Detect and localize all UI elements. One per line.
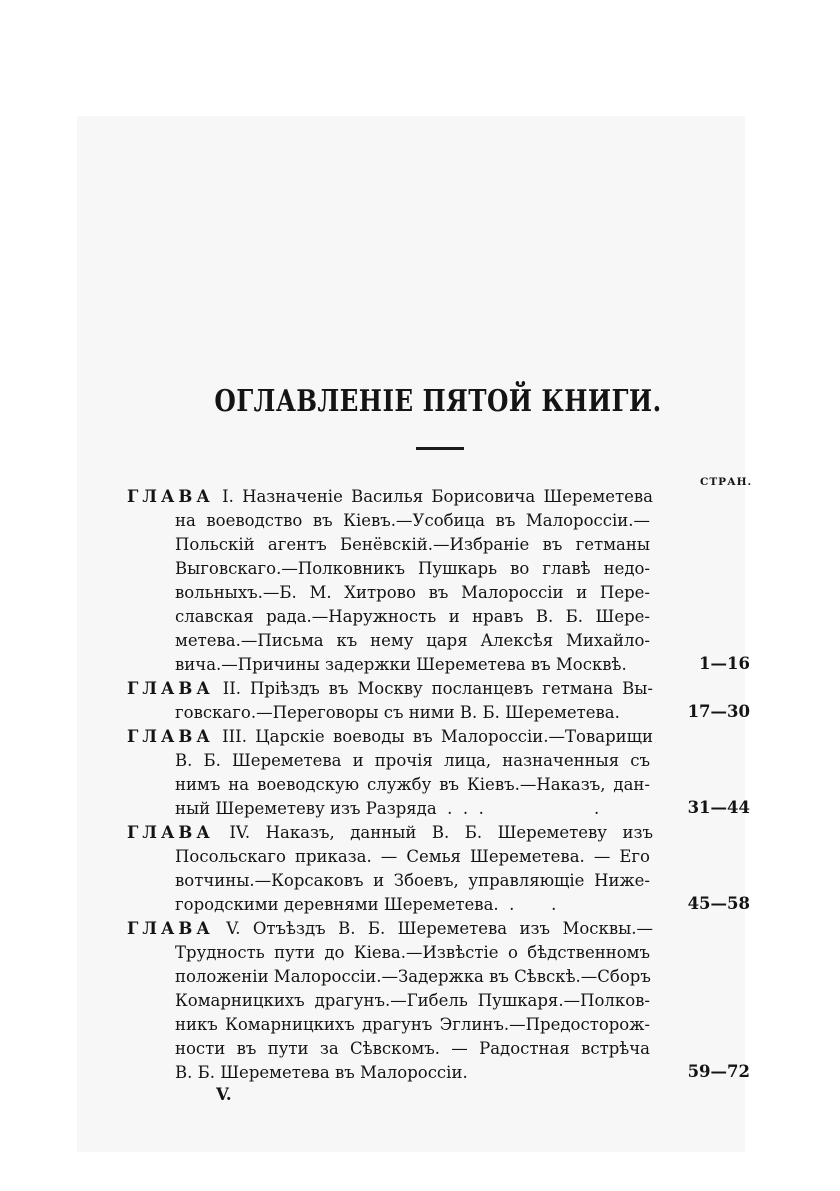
chapter-numeral: II. bbox=[222, 679, 242, 698]
chapter-label: ГЛАВА bbox=[127, 727, 214, 746]
chapter-entry-2-line: говскаго.—Переговоры съ ними В. Б. Шереметева. bbox=[175, 703, 620, 722]
chapter-label: ГЛАВА bbox=[127, 823, 214, 842]
chapter-entry-3-line: ный Шереметеву изъ Разряда . . . . bbox=[175, 799, 600, 818]
chapter-label: ГЛАВА bbox=[127, 679, 214, 698]
chapter-1-pages: 1—16 bbox=[699, 654, 750, 673]
page-folio: V. bbox=[216, 1085, 232, 1104]
chapter-label: ГЛАВА bbox=[127, 919, 214, 938]
chapter-entry-3-line: нимъ на воеводскую службу въ Кіевъ.—Наказъ, дан- bbox=[175, 775, 650, 794]
chapter-entry-1-line: Выговскаго.—Полковникъ Пушкарь во главѣ недо- bbox=[175, 559, 650, 578]
chapter-5-pages: 59—72 bbox=[687, 1062, 750, 1081]
chapter-entry-1-line: Польскій агентъ Бенёвскій.—Избраніе въ гетманы bbox=[175, 535, 650, 554]
chapter-text: Царскіе воеводы въ Малороссіи.—Товарищи bbox=[255, 727, 654, 746]
chapter-2-pages: 17—30 bbox=[687, 702, 750, 721]
page-title: ОГЛАВЛЕНІЕ ПЯТОЙ КНИГИ. bbox=[214, 384, 662, 419]
chapter-label: ГЛАВА bbox=[127, 487, 214, 506]
title-rule bbox=[416, 447, 464, 450]
chapter-numeral: IV. bbox=[229, 823, 251, 842]
page-column-header: СТРАН. bbox=[700, 476, 753, 488]
chapter-numeral: V. bbox=[226, 919, 241, 938]
chapter-entry-5-line: Комарницкихъ драгунъ.—Гибель Пушкаря.—Полков- bbox=[175, 991, 650, 1010]
chapter-entry-5-line: ности въ пути за Сѣвскомъ. — Радостная встрѣча bbox=[175, 1039, 650, 1058]
chapter-entry-1-line: на воеводство въ Кіевъ.—Усобица въ Малороссіи.— bbox=[175, 511, 650, 530]
chapter-entry-4-line: Посольскаго приказа. — Семья Шереметева. — Его bbox=[175, 847, 650, 866]
chapter-entry-4-line: вотчины.—Корсаковъ и Збоевъ, управляющіе Ниже- bbox=[175, 871, 650, 890]
chapter-entry-4-first-line bbox=[127, 822, 653, 844]
chapter-entry-5-first-line bbox=[127, 918, 653, 940]
chapter-entry-4-line: городскими деревнями Шереметева. . . bbox=[175, 895, 557, 914]
chapter-3-pages: 31—44 bbox=[687, 798, 750, 817]
chapter-entry-1-line: вольныхъ.—Б. М. Хитрово въ Малороссіи и Пере- bbox=[175, 583, 650, 602]
chapter-entry-5-line: положеніи Малороссіи.—Задержка въ Сѣвскѣ.—Сборъ bbox=[175, 967, 651, 986]
chapter-entry-3-line: В. Б. Шереметева и прочія лица, назначенныя съ bbox=[175, 751, 650, 770]
chapter-entry-5-line: никъ Комарницкихъ драгунъ Эглинъ.—Предосторож- bbox=[175, 1015, 650, 1034]
chapter-entry-1-line: метева.—Письма къ нему царя Алексѣя Михайло- bbox=[175, 631, 650, 650]
chapter-text: Отъѣздъ В. Б. Шереметева изъ Москвы.— bbox=[252, 919, 653, 938]
chapter-entry-3-first-line bbox=[127, 726, 653, 748]
chapter-entry-1-first-line bbox=[127, 486, 653, 508]
chapter-numeral: I. bbox=[222, 487, 234, 506]
chapter-numeral: III. bbox=[222, 727, 247, 746]
chapter-text: Назначеніе Василья Борисовича Шереметева bbox=[242, 487, 654, 506]
chapter-entry-5-line: В. Б. Шереметева въ Малороссіи. bbox=[175, 1063, 468, 1082]
chapter-entry-1-line: славская рада.—Наружность и нравъ В. Б. Шере- bbox=[175, 607, 650, 626]
chapter-4-pages: 45—58 bbox=[687, 894, 750, 913]
chapter-entry-2-first-line bbox=[127, 678, 653, 700]
chapter-entry-1-line: вича.—Причины задержки Шереметева въ Москвѣ. bbox=[175, 655, 627, 674]
chapter-text: Пріѣздъ въ Москву посланцевъ гетмана Вы- bbox=[249, 679, 654, 698]
chapter-entry-5-line: Трудность пути до Кіева.—Извѣстіе о бѣдственномъ bbox=[175, 943, 650, 962]
chapter-text: Наказъ, данный В. Б. Шереметеву изъ bbox=[265, 823, 653, 842]
